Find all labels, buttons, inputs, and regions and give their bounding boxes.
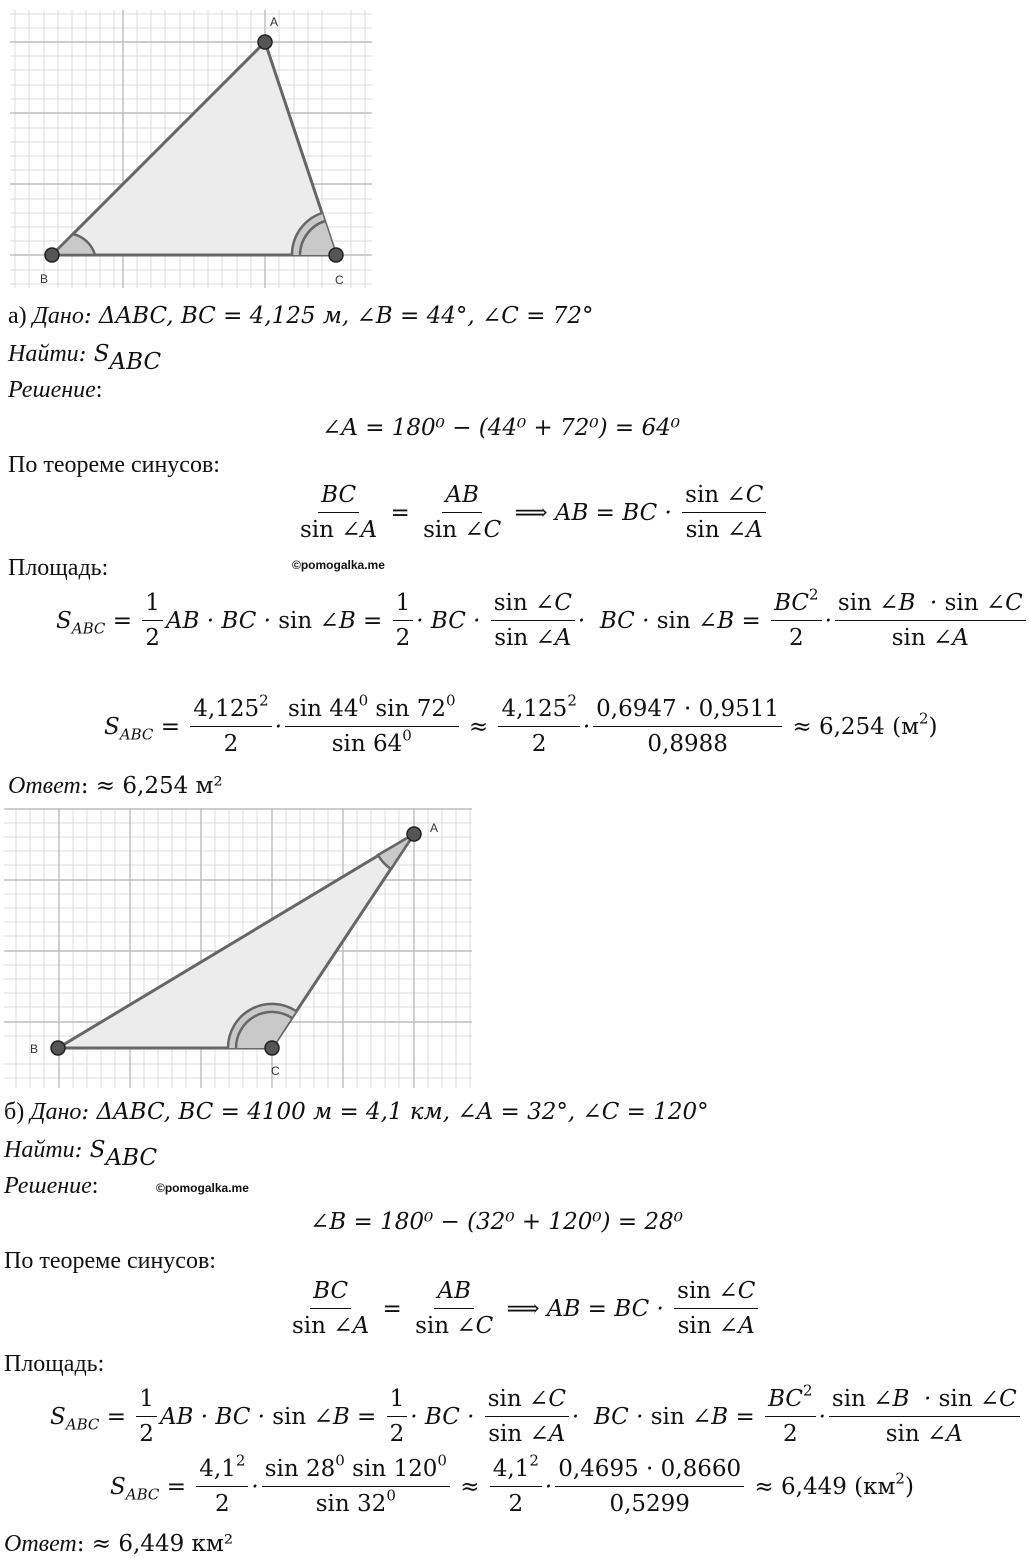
point-label-a: A: [270, 15, 279, 29]
area-calculation-a: $S_{ABC}$ = $\frac{4,125^2}{2}$ · $\frac{\sin 44^0 \sin 72^0}{\sin 64^0}$ ≈ $\frac{4,125^2}{2}$ · $\frac{0,6947 \cdot 0,9511}{0,8988}$ ≈ 6,254 $(м^2)$: [104, 691, 938, 757]
solution-label-a: Решение:: [8, 377, 103, 403]
area-formula-a: $S_{ABC}$ = $\frac{1}{2}$ AB · BC · sin ∠B = $\frac{1}{2}$ · BC · $\frac{\sin \angle C}{\sin \angle A}$ · BC · sin ∠B = $\frac{BC^2}{2}$ · $\frac{\sin \angle B \cdot \sin \angle C}{\sin \angle A}$: [56, 588, 1029, 653]
triangle-diagram-a: [0, 0, 380, 290]
sine-theorem-label-b: По теореме синусов:: [4, 1248, 216, 1274]
answer-line-a: Ответ: ≈ 6,254 м²: [8, 773, 223, 799]
given-line-a: а) Дано: ΔABC, BC = 4,125 м, ∠B = 44°, ∠C = 72°: [8, 303, 594, 329]
sine-theorem-label-a: По теореме синусов:: [8, 452, 220, 478]
triangle-diagram-b: [0, 808, 480, 1090]
point-label-c: C: [335, 273, 344, 287]
watermark-a: ©pomogalka.me: [292, 558, 385, 572]
find-line-a: Найти: $S_{ABC}$: [8, 341, 162, 376]
area-label-b: Площадь:: [4, 1351, 105, 1377]
solution-label-b: Решение:: [4, 1173, 99, 1199]
point-label-b-b: B: [30, 1042, 39, 1056]
triangle-abc-b: [58, 834, 414, 1048]
answer-line-b: Ответ: ≈ 6,449 км²: [4, 1531, 234, 1557]
point-label-b: B: [40, 272, 49, 286]
area-formula-b: $S_{ABC}$ = $\frac{1}{2}$ AB · BC · sin ∠B = $\frac{1}{2}$ · BC · $\frac{\sin \angle C}{\sin \angle A}$ · BC · sin ∠B = $\frac{BC^2}{2}$ · $\frac{\sin \angle B \cdot \sin \angle C}{\sin \angle A}$: [50, 1384, 1023, 1449]
find-line-b: Найти: $S_{ABC}$: [4, 1137, 158, 1172]
sine-theorem-formula-a: $\frac{BC}{\sin \angle A}$ = $\frac{AB}{\sin \angle C}$ ⟹ AB = BC · $\frac{\sin \angle C}{\sin \angle A}$: [294, 480, 769, 545]
point-label-a-b: A: [430, 821, 439, 835]
area-label-a: Площадь:: [8, 555, 109, 581]
point-label-c-b: C: [271, 1064, 280, 1078]
sine-theorem-formula-b: $\frac{BC}{\sin \angle A}$ = $\frac{AB}{\sin \angle C}$ ⟹ AB = BC · $\frac{\sin \angle C}{\sin \angle A}$: [286, 1276, 761, 1341]
watermark-b: ©pomogalka.me: [156, 1181, 249, 1195]
angle-equation-b: ∠B = 180⁰ − (32⁰ + 120⁰) = 28⁰: [310, 1209, 683, 1235]
angle-equation-a: ∠A = 180⁰ − (44⁰ + 72⁰) = 64⁰: [322, 415, 680, 441]
given-line-b: б) Дано: ΔABC, BC = 4100 м = 4,1 км, ∠A = 32°, ∠C = 120°: [4, 1099, 709, 1125]
area-calculation-b: $S_{ABC}$ = $\frac{4,1^2}{2}$ · $\frac{\sin 28^0 \sin 120^0}{\sin 32^0}$ ≈ $\frac{4,1^2}{2}$ · $\frac{0,4695 \cdot 0,8660}{0,5299}$ ≈ 6,449 $(км^2)$: [110, 1451, 914, 1517]
